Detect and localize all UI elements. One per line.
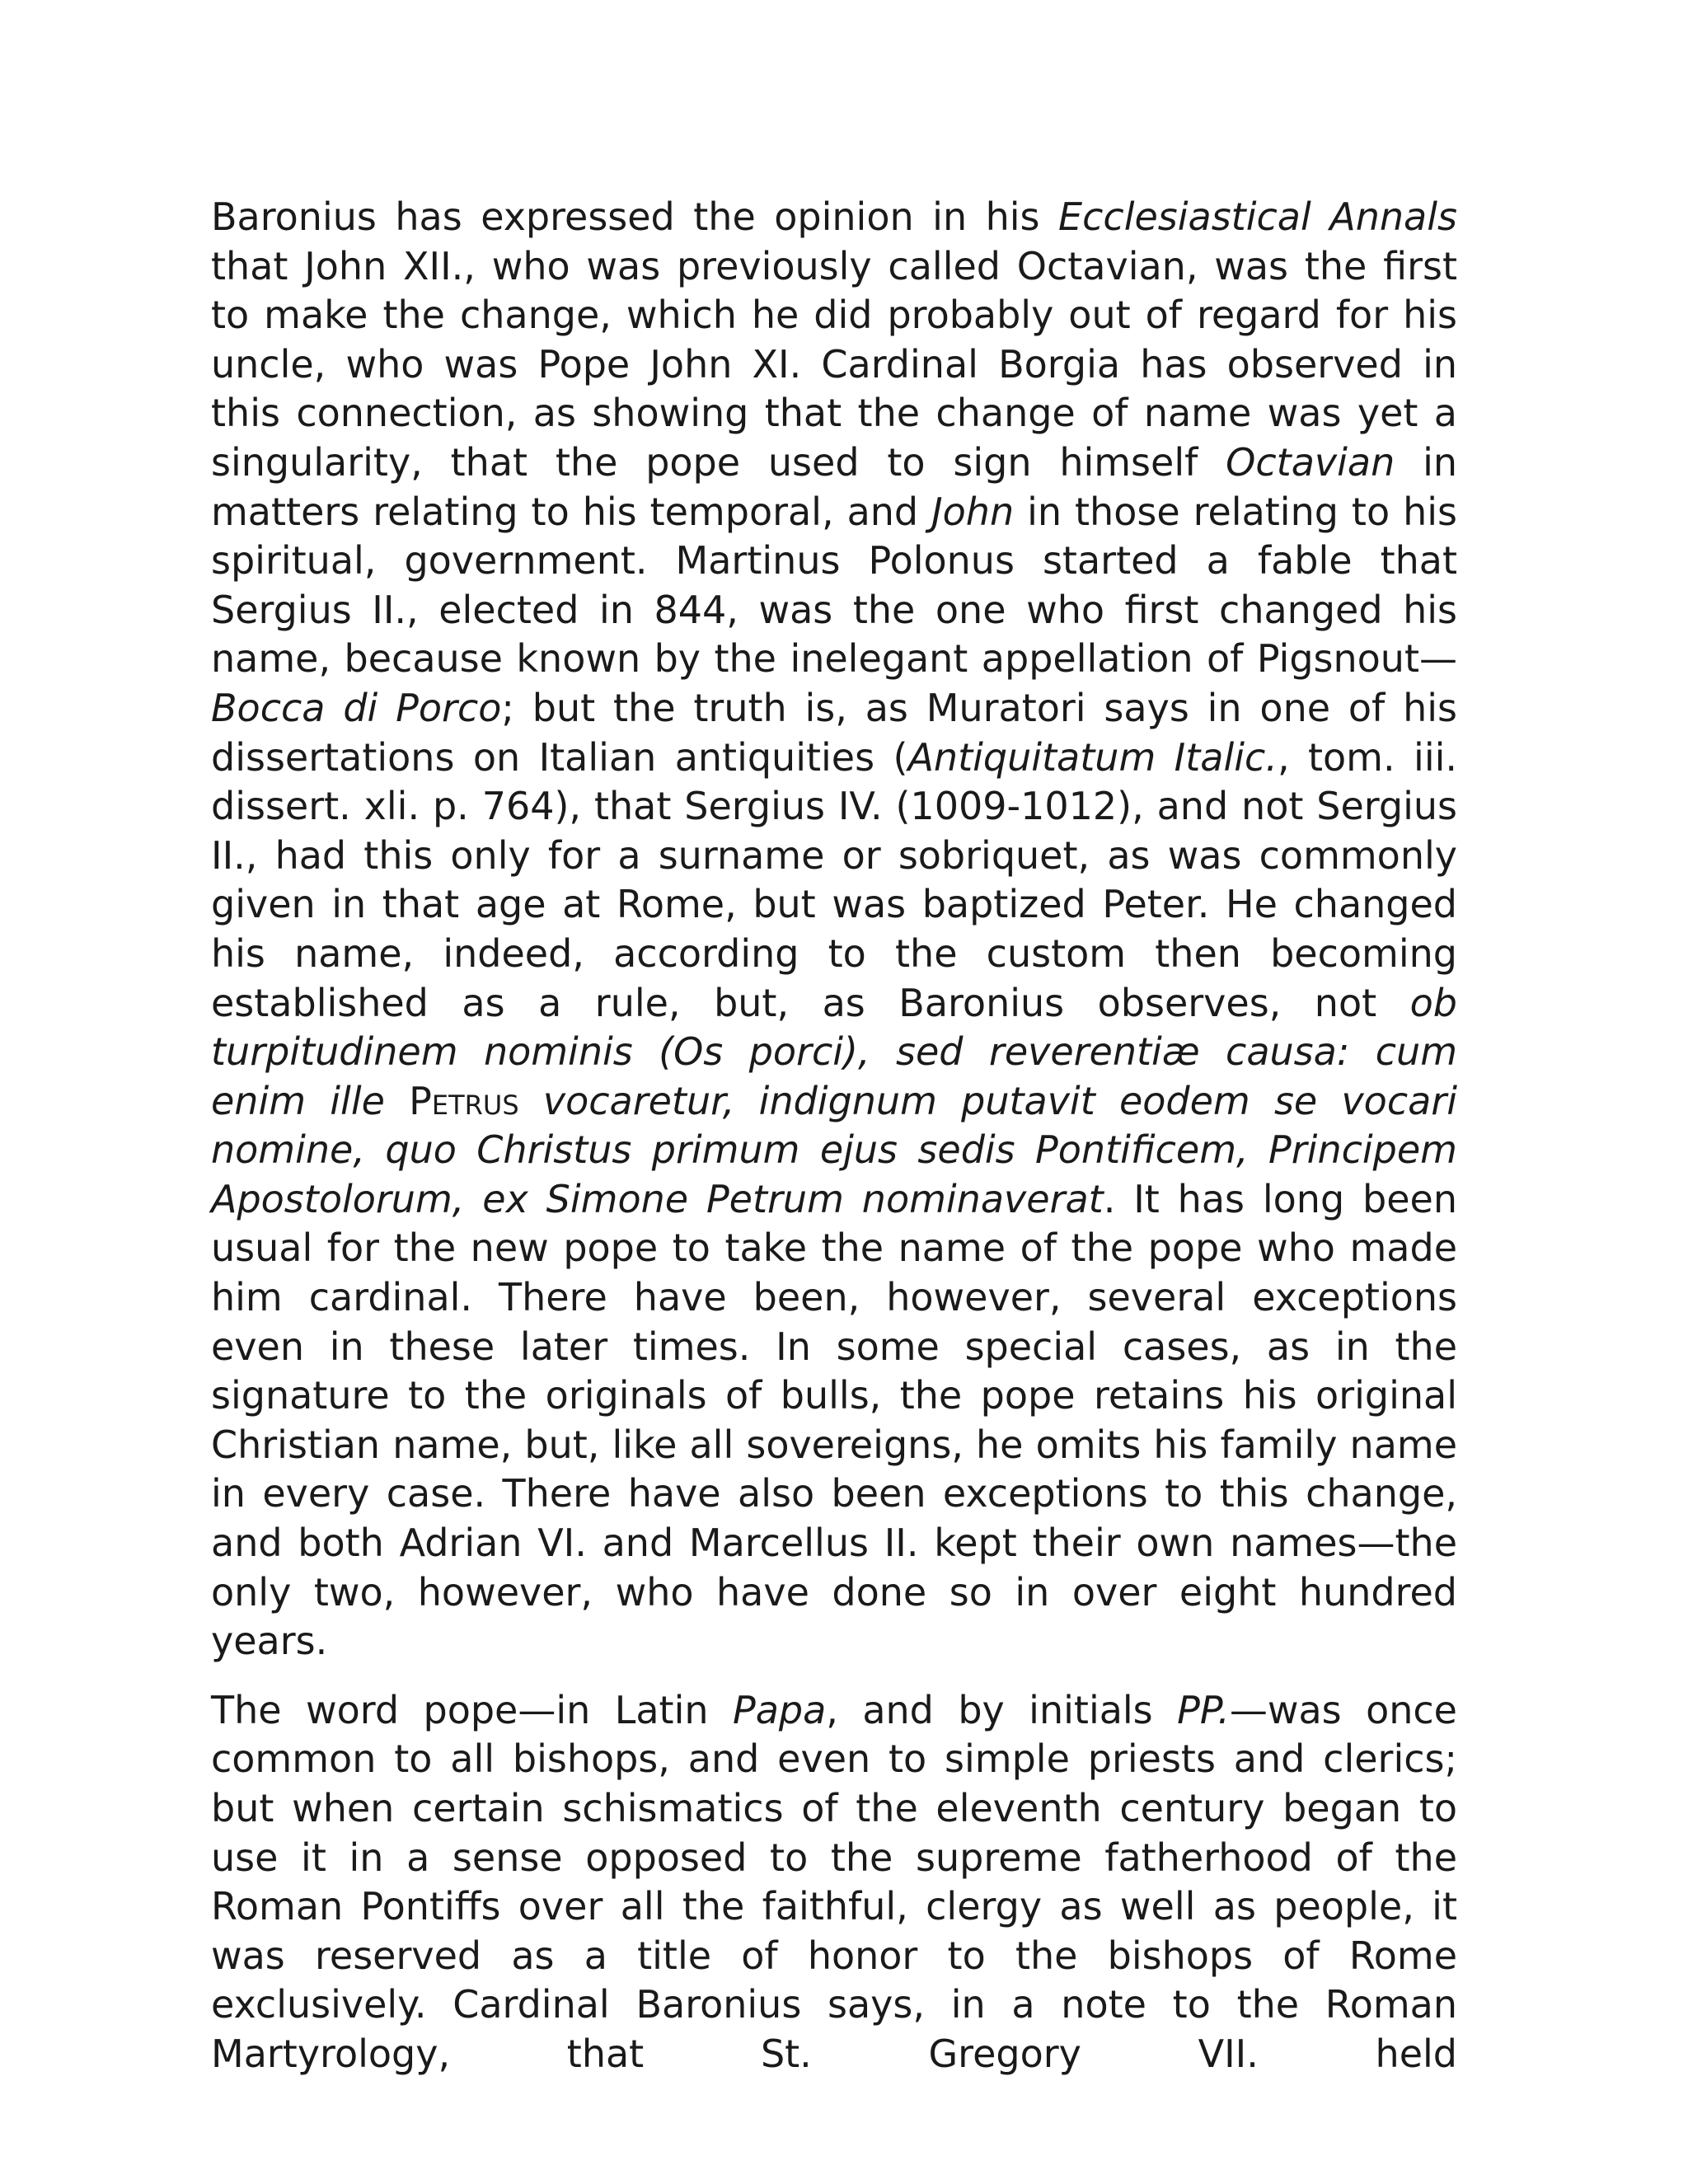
text-run: , and by initials: [826, 1687, 1178, 1732]
page-body: [211, 193, 1457, 2099]
italic-run: Bocca di Porco: [211, 685, 502, 730]
italic-run: Papa: [732, 1687, 827, 1732]
text-run: in those relating to his spiritual, government. Martinus Polonus started a fable that Sergius II., elected in 844, was the one who first changed his name, because known by the inelegant appellation of Pigsnout—: [211, 489, 1457, 682]
text-run: . It has long been usual for the new pope to take the name of the pope who made him cardinal. There have been, however, several exceptions even in these later times. In some special cases, as in the signature to the originals of bulls, the pope retains his original Christian name, but, like all sovereigns, he omits his family name in every case. There have also been exceptions to this change, and both Adrian VI. and Marcellus II. kept their own names—the only two, however, who have done so in over eight hundred years.: [211, 1176, 1457, 1664]
italic-run: ob turpitudinem nominis (Os porci), sed reverentiæ causa: cum enim ille: [211, 980, 1457, 1123]
text-run: , tom. iii. dissert. xli. p. 764), that Sergius IV. (1009-1012), and not Sergius II., had this only for a surname or sobriquet, as was commonly given in that age at Rome, but was baptized Peter. He changed his name, indeed, according to the custom then becoming established as a rule, but, as Baronius observes, not: [211, 734, 1458, 1025]
italic-run: Ecclesiastical Annals: [1058, 194, 1457, 239]
italic-run: PP.: [1177, 1687, 1230, 1732]
text-run: Baronius has expressed the opinion in his: [211, 194, 1059, 239]
text-run: The word pope—in Latin: [211, 1687, 733, 1732]
italic-run: Antiquitatum Italic.: [907, 734, 1278, 780]
text-run: in matters relating to his temporal, and: [211, 439, 1458, 534]
italic-run: vocaretur, indignum putavit eodem se vocari nomine, quo Christus primum ejus sedis Pontificem, Principem Apostolorum, ex Simone Petrum nominaverat: [211, 1078, 1457, 1221]
text-run: —was once common to all bishops, and even to simple priests and clerics; but when certain schismatics of the eleventh century began to use it in a sense opposed to the supreme fatherhood of the Roman Pontiffs over all the faithful, clergy as well as people, it was reserved as a title of honor to the bishops of Rome exclusively. Cardinal Baronius says, in a note to the Roman Martyrology, that St. Gregory VII. held: [211, 1687, 1457, 2076]
paragraph-2: [211, 1686, 1457, 2079]
text-run: that John XII., who was previously called Octavian, was the first to make the change, which he did probably out of regard for his uncle, who was Pope John XI. Cardinal Borgia has observed in this connection, as showing that the change of name was yet a singularity, that the pope used to sign himself: [211, 243, 1457, 485]
italic-run: John: [931, 489, 1015, 534]
small-caps-run: Petrus: [409, 1078, 519, 1123]
italic-run: Octavian: [1226, 439, 1395, 485]
paragraph-1: [211, 193, 1457, 1666]
text-run: ; but the truth is, as Muratori says in one of his dissertations on Italian antiquities (: [211, 685, 1457, 780]
